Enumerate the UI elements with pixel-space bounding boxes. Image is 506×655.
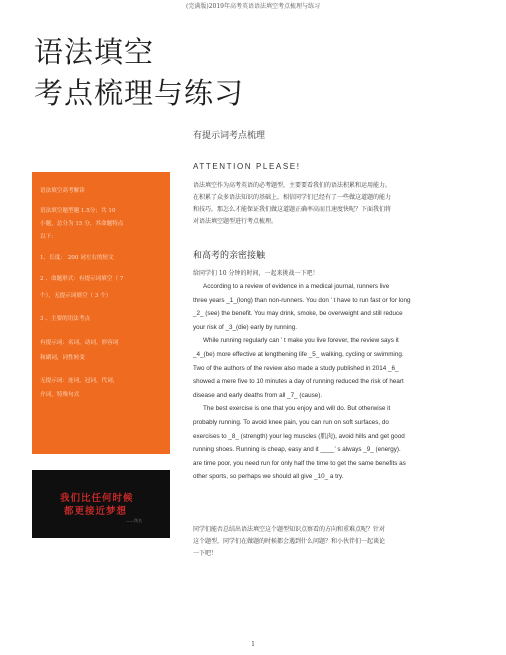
subtitle: 有提示词考点梳理 [193,131,266,141]
outro-line: 这个题型，同学们在做题的时候都会遇到什么问题？和小伙伴们一起谈论 [193,538,386,545]
passage-line: exercises to _8_ (strength) your leg muscles (肌肉), avoid hills and get good [193,432,405,440]
panel-line: 1、长度： 200 词左右的短文 [40,255,114,261]
page-number: 1 [251,641,255,648]
passage-line: three years _1_(long) than non-runners. You don ’ t have to run fast or for long [193,296,411,304]
poster-line-2: 都更接近梦想 [64,506,128,517]
page-title-line-1: 语法填空 [34,35,155,69]
panel-line: 和副词，词性转变 [40,355,85,361]
document-header: (完满版)2019年高考英语语法填空考点梳理与练习 [186,3,320,10]
intro-line: 对语法填空题型进行考点梳理。 [193,218,278,225]
task-instruction: 给同学们 10 分钟的时间，一起来挑战一下吧！ [193,270,319,277]
panel-line: 语法填空题型题 1.5分；共 10 [40,208,116,214]
intro-line: 语法填空作为高考英语的必考题型，主要要看我们的语法积累和运用能力。 [193,182,392,189]
panel-line: 无提示词：连词，冠词，代词， [40,378,119,384]
intro-paragraph [193,180,473,228]
panel-line: 2 、命题形式：有提示词填空（ 7 [40,276,124,282]
passage-line: are time poor, you need run for only half the time to get the same benefits as [193,459,406,467]
panel-line: 以下： [40,234,57,240]
passage-line: While running regularly can ’ t make you live forever, the review says it [203,337,399,345]
poster-signature: ——佚名 [126,518,142,523]
cloze-passage [193,280,477,484]
passage-line: your risk of _3_(die) early by running. [193,323,297,331]
passage-line: _4_(be) more effective at lengthening life _5_ walking, cycling or swimming. [193,350,404,358]
passage-line: running shoes. Running is cheap, easy and it ____’ s always _9_ (energy). [193,446,401,454]
intro-line: 在积累了众多语法知识的基础上，相信同学们已经有了一些做这道题的能力 [193,194,392,201]
panel-line: 有提示词：名词，动词，形容词 [40,340,119,346]
panel-line: 3 、主要的语法考点 [40,316,91,322]
passage-line: other sports, so perhaps we should all give _10_ a try. [193,473,344,481]
motivational-poster [32,470,170,538]
exam-analysis-panel [32,172,170,454]
panel-line: 小题，总分为 15 分，其命题特点 [40,221,124,227]
passage-line: _2_ (see) the benefit. You may drink, smoke, be overweight and still reduce [193,310,403,318]
passage-line: probably running. To avoid knee pain, you can run on soft surfaces, do [193,418,389,426]
page-title-line-2: 考点梳理与练习 [34,76,245,110]
intro-line: 和技巧，那怎么才能保证我们做这道题正确率高而且速度快呢？下面我们将 [193,206,392,213]
panel-heading: 语法填空高考解读 [40,188,85,194]
outro-paragraph [193,524,473,560]
panel-line: 个），无提示词填空（ 3 个） [40,293,112,299]
panel-line: 介词，特殊句式 [40,392,80,398]
passage-line: Two of the authors of the review also made a study published in 2014 _6_ [193,364,399,372]
poster-line-1: 我们比任何时候 [60,493,134,504]
outro-line: 一下吧！ [193,550,218,557]
passage-line: The best exercise is one that you enjoy and will do. But otherwise it [203,405,391,413]
passage-line: According to a review of evidence in a medical journal, runners live [203,283,390,290]
attention-heading: ATTENTION PLEASE! [193,162,301,171]
passage-line: disease and early deaths from all _7_ (cause). [193,391,323,399]
passage-line: showed a mere five to 10 minutes a day of running reduced the risk of heart [193,378,404,386]
section-title: 和高考的亲密接触 [193,251,266,261]
outro-line: 同学们能否总结出语法填空这个题型知识点察看的方向和重难点呢？针对 [193,526,386,533]
